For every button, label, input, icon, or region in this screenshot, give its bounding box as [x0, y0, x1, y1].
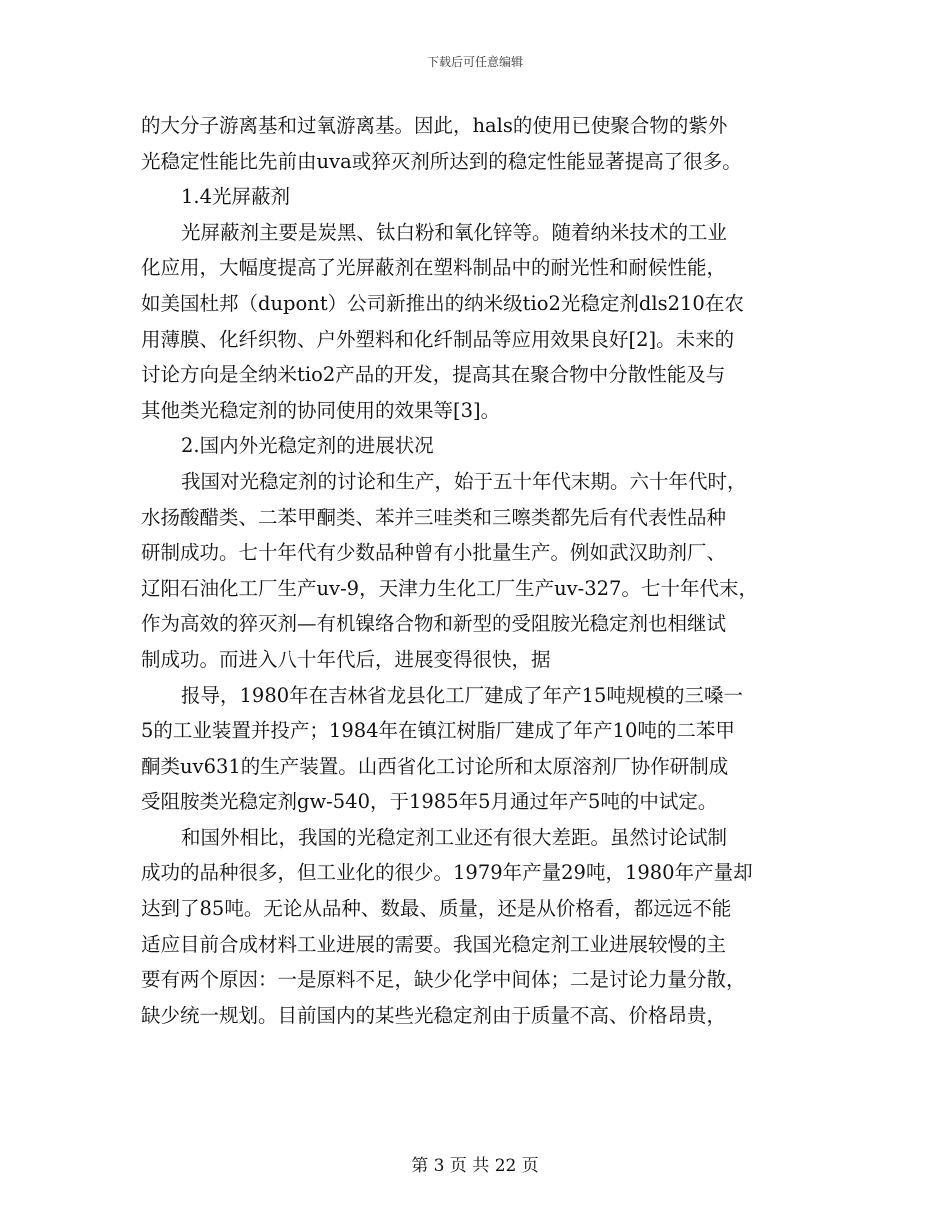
text-line: 适应目前合成材料工业进展的需要。我国光稳定剂工业进展较慢的主: [141, 932, 727, 956]
page-header: 下载后可任意编辑: [426, 55, 523, 69]
text-line: 辽阳石油化工厂生产uv-9，天津力生化工厂生产uv-327。七十年代末，: [141, 576, 758, 600]
text-line: 作为高效的猝灭剂—有机镍络合物和新型的受阻胺光稳定剂也相继试: [141, 612, 727, 636]
text-line: 的大分子游离基和过氧游离基。因此，hals的使用已使聚合物的紫外: [141, 114, 728, 137]
text-line: 我国对光稳定剂的讨论和生产，始于五十年代末期。六十年代时，: [181, 469, 747, 493]
text-line: 5的工业装置并投产；1984年在镇江树脂厂建成了年产10吨的二苯甲: [141, 719, 735, 743]
text-line: 酮类uv631的生产装置。山西省化工讨论所和太原溶剂厂协作研制成: [141, 754, 729, 778]
text-line: 和国外相比，我国的光稳定剂工业还有很大差距。虽然讨论试制: [181, 825, 728, 849]
section-heading: 2.国内外光稳定剂的进展状况: [181, 434, 434, 458]
text-line: 报导，1980年在吉林省龙县化工厂建成了年产15吨规模的三嗓一: [181, 683, 743, 707]
text-line: 其他类光稳定剂的协同使用的效果等[3]。: [141, 398, 501, 422]
text-line: 用薄膜、化纤织物、户外塑料和化纤制品等应用效果良好[2]。未来的: [141, 327, 735, 351]
text-line: 达到了85吨。无论从品种、数最、质量，还是从价格看，都远远不能: [141, 897, 732, 921]
text-line: 受阻胺类光稳定剂gw-540，于1985年5月通过年产5吨的中试定。: [141, 790, 718, 814]
text-line: 讨论方向是全纳米tio2产品的开发，提高其在聚合物中分散性能及与: [141, 363, 726, 387]
text-line: 成功的品种很多，但工业化的很少。1979年产量29吨，1980年产量却: [141, 861, 753, 885]
text-line: 光稳定性能比先前由uva或猝灭剂所达到的稳定性能显著提高了很多。: [141, 149, 742, 173]
text-line: 要有两个原因：一是原料不足，缺少化学中间体；二是讨论力量分散，: [141, 968, 746, 992]
document-body: [141, 108, 809, 1033]
page-footer: 第 3 页 共 22 页: [411, 1156, 539, 1176]
text-line: 化应用，大幅度提高了光屏蔽剂在塑料制品中的耐光性和耐候性能，: [141, 256, 727, 280]
text-line: 缺少统一规划。目前国内的某些光稳定剂由于质量不高、价格昂贵，: [141, 1003, 727, 1027]
text-line: 制成功。而进入八十年代后，进展变得很快，据: [141, 647, 551, 671]
text-line: 研制成功。七十年代有少数品种曾有小批量生产。例如武汉助剂厂、: [141, 541, 727, 565]
text-line: 光屏蔽剂主要是炭黑、钛白粉和氧化锌等。随着纳米技术的工业: [181, 220, 728, 244]
text-line: 如美国杜邦（dupont）公司新推出的纳米级tio2光稳定剂dls210在农: [141, 291, 744, 315]
text-line: 水扬酸醋类、二苯甲酮类、苯并三哇类和三嚓类都先后有代表性品种: [141, 505, 727, 529]
section-heading: 1.4光屏蔽剂: [181, 185, 291, 209]
